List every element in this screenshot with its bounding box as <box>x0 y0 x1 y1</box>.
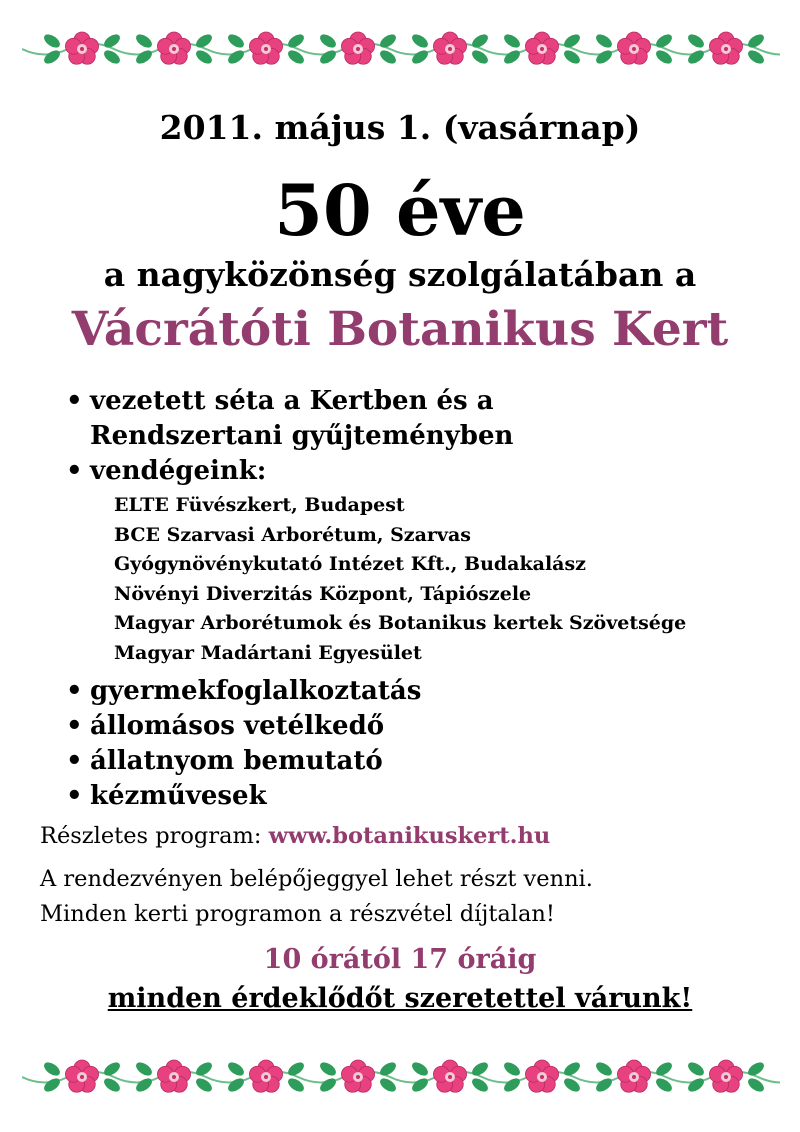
free-note: Minden kerti programon a részvétel díjtalan! <box>40 901 555 927</box>
subtitle: a nagyközönség szolgálatában a <box>103 255 697 294</box>
kids-text: gyermekfoglalkoztatás <box>90 676 422 706</box>
bullet-icon: • <box>66 746 83 776</box>
list-item-continuation: Rendszertani gyűjteményben <box>90 421 514 451</box>
garden-name: Vácrátóti Botanikus Kert <box>71 302 729 357</box>
guest-item: Magyar Madártani Egyesület <box>114 641 422 664</box>
guests-label: vendégeink: <box>90 456 267 486</box>
list-item <box>66 779 796 814</box>
ticket-note: A rendezvényen belépőjeggyel lehet részt venni. <box>40 866 593 892</box>
bullet-icon: • <box>66 676 83 706</box>
website-link[interactable]: www.botanikuskert.hu <box>268 823 551 849</box>
details-label: Részletes program: <box>40 823 262 849</box>
list-item <box>66 744 796 779</box>
floral-border-bottom <box>22 1052 780 1102</box>
event-date: 2011. május 1. (vasárnap) <box>159 108 641 147</box>
guest-list <box>114 491 796 668</box>
bullet-icon: • <box>66 781 83 811</box>
program-list <box>66 384 796 814</box>
tracks-text: állatnyom bemutató <box>90 746 383 776</box>
flower-vine-icon <box>22 24 780 74</box>
list-item <box>66 674 796 709</box>
walk-text: vezetett séta a Kertben és a <box>90 386 494 416</box>
welcome-text: minden érdeklődőt szeretettel várunk! <box>107 983 693 1014</box>
opening-hours: 10 órától 17 óráig <box>263 944 537 975</box>
guest-item: BCE Szarvasi Arborétum, Szarvas <box>114 523 471 546</box>
crafts-text: kézművesek <box>90 781 267 811</box>
bullet-icon: • <box>66 711 83 741</box>
list-item <box>66 454 796 489</box>
quiz-text: állomásos vetélkedő <box>90 711 385 741</box>
details-line <box>40 819 800 853</box>
bullet-icon: • <box>66 386 83 416</box>
bullet-icon: • <box>66 456 83 486</box>
anniversary-heading: 50 éve <box>274 169 526 252</box>
list-item <box>66 384 796 419</box>
flower-vine-icon <box>22 1052 780 1102</box>
guest-item: Növényi Diverzitás Központ, Tápiószele <box>114 582 532 605</box>
guest-item: Gyógynövénykutató Intézet Kft., Budakalász <box>114 553 586 575</box>
guest-item: Magyar Arborétumok és Botanikus kertek Szövetsége <box>114 612 687 634</box>
floral-border-top <box>22 24 780 74</box>
list-item <box>66 709 796 744</box>
guest-item: ELTE Füvészkert, Budapest <box>114 494 405 516</box>
